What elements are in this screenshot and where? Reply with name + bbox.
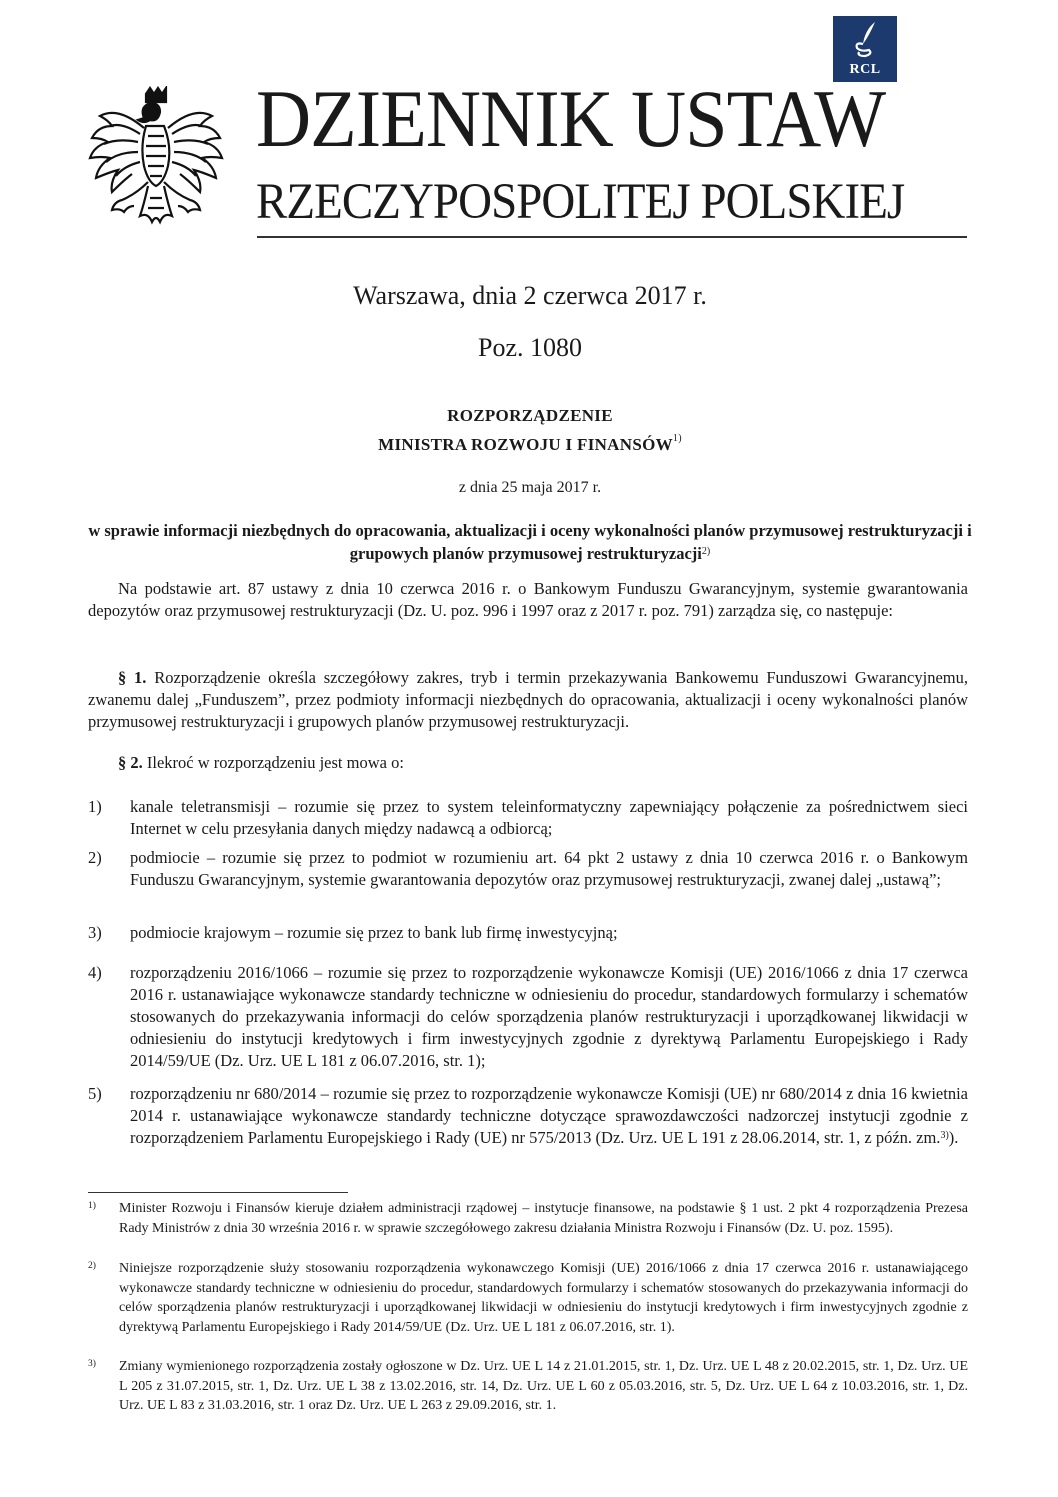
rcl-logo-label: RCL [849, 62, 881, 77]
preamble [88, 578, 968, 622]
definition-item [88, 796, 968, 840]
footnote-ref-1[interactable]: 1) [672, 433, 682, 444]
position-number: Poz. 1080 [478, 333, 582, 362]
item-text-tail: ). [948, 1128, 959, 1147]
act-date: z dnia 25 maja 2017 r. [458, 479, 602, 496]
item-text: rozporządzeniu nr 680/2014 – rozumie się przez to rozporządzenie wykonawcze Komisji (UE) nr 680/2014 z dnia 16 kwietnia 2014 r. ustanawiające wykonawcze standardy techniczne dotyczące sprawozdawczości nadzorczej instytucji zgodnie z rozporządzeniem Parlamentu Europejskiego i Rady (UE) nr 575/2013 (Dz. Urz. UE L 191 z 28.06.2014, str. 1, z późn. zm. [130, 1084, 968, 1147]
footnote-number: 3) [88, 1359, 96, 1369]
item-number: 5) [88, 1084, 102, 1103]
footnote-ref-3[interactable]: 3) [940, 1130, 949, 1141]
act-issuer [80, 435, 980, 455]
publication-date: Warszawa, dnia 2 czerwca 2017 r. [353, 281, 707, 310]
item-number: 3) [88, 923, 102, 942]
footnote-text: Minister Rozwoju i Finansów kieruje działem administracji rządowej – instytucje finansowe, na podstawie § 1 ust. 2 pkt 4 rozporządzenia Prezesa Rady Ministrów z dnia 30 września 2016 r. w sprawie szczegółowego zakresu działania Ministra Rozwoju i Finansów (Dz. U. poz. 1595). [119, 1201, 968, 1236]
polish-eagle-emblem-icon [88, 86, 224, 226]
item-text-wrapper [130, 1083, 968, 1149]
definition-item [88, 1083, 968, 1149]
definition-item [88, 922, 968, 944]
act-subject [80, 519, 980, 565]
item-number: 2) [88, 848, 102, 867]
footnote-number: 2) [88, 1261, 96, 1271]
item-number: 4) [88, 963, 102, 982]
footnote-number: 1) [88, 1201, 96, 1211]
journal-subtitle: RZECZYPOSPOLITEJ POLSKIEJ [256, 174, 905, 230]
item-text: podmiocie – rozumie się przez to podmiot w rozumieniu art. 64 pkt 2 ustawy z dnia 10 czerwca 2016 r. o Bankowym Funduszu Gwarancyjnym, systemie gwarantowania depozytów oraz przymusowej restrukturyzacji, zwanej dalej „ustawą”; [130, 848, 968, 889]
footnote-divider [88, 1192, 348, 1193]
paragraph-1-text: Rozporządzenie określa szczegółowy zakres, tryb i termin przekazywania Bankowemu Funduszowi Gwarancyjnemu, zwanemu dalej „Funduszem”, przez podmioty informacji niezbędnych do opracowania, aktualizacji i oceny wykonalności planów przymusowej restrukturyzacji i grupowych planów przymusowej restrukturyzacji. [88, 668, 968, 731]
item-text: kanale teletransmisji – rozumie się przez to system teleinformatyczny zapewniający połączenie za pośrednictwem sieci Internet w celu przesyłania danych między nadawcą a odbiorcą; [130, 797, 968, 838]
paragraph-1-label: § 1. [118, 668, 147, 687]
footnote-ref-2[interactable]: 2) [701, 546, 711, 557]
item-text: podmiocie krajowym – rozumie się przez to bank lub firmę inwestycyjną; [130, 923, 618, 942]
footnote [88, 1199, 968, 1238]
quill-icon [851, 20, 881, 60]
preamble-text: Na podstawie art. 87 ustawy z dnia 10 czerwca 2016 r. o Bankowym Funduszu Gwarancyjnym, systemie gwarantowania depozytów oraz przymusowej restrukturyzacji (Dz. U. poz. 996 i 1997 oraz z 2017 r. poz. 791) zarządza się, co następuje: [88, 579, 968, 620]
footnote [88, 1357, 968, 1416]
item-number: 1) [88, 797, 102, 816]
footnote-text: Zmiany wymienionego rozporządzenia zostały ogłoszone w Dz. Urz. UE L 14 z 21.01.2015, str. 1, Dz. Urz. UE L 48 z 20.02.2015, str. 1, Dz. Urz. UE L 205 z 31.07.2015, str. 1, Dz. Urz. UE L 38 z 13.02.2016, str. 14, Dz. Urz. UE L 60 z 05.03.2016, str. 5, Dz. Urz. UE L 64 z 10.03.2016, str. 1, Dz. Urz. UE L 83 z 31.03.2016, str. 1 oraz Dz. Urz. UE L 263 z 29.09.2016, str. 1. [119, 1359, 968, 1413]
paragraph-2-text: Ilekroć w rozporządzeniu jest mowa o: [146, 753, 404, 772]
item-text: rozporządzeniu 2016/1066 – rozumie się przez to rozporządzenie wykonawcze Komisji (UE) 2016/1066 z dnia 17 czerwca 2016 r. ustanawiające wykonawcze standardy techniczne w odniesieniu do procedur, standardowych formularzy i schematów stosowanych do przekazywania informacji do celów sporządzenia planów restrukturyzacji i uporządkowanej likwidacji w odniesieniu do instytucji kredytowych i firm inwestycyjnych zgodnie z dyrektywą Parlamentu Europejskiego i Rady 2014/59/UE (Dz. Urz. UE L 181 z 06.07.2016, str. 1); [130, 963, 968, 1070]
definition-item [88, 962, 968, 1072]
footnote [88, 1259, 968, 1337]
act-subject-text: w sprawie informacji niezbędnych do opracowania, aktualizacji i oceny wykonalności planów przymusowej restrukturyzacji i grupowych planów przymusowej restrukturyzacji [88, 521, 972, 563]
header-divider [257, 236, 967, 238]
act-issuer-text: MINISTRA ROZWOJU I FINANSÓW [378, 435, 673, 454]
paragraph-2-label: § 2. [118, 753, 143, 772]
journal-title: DZIENNIK USTAW [256, 73, 886, 164]
footnote-text: Niniejsze rozporządzenie służy stosowaniu rozporządzenia wykonawczego Komisji (UE) 2016/1066 z dnia 17 czerwca 2016 r. ustanawiającego wykonawcze standardy techniczne w odniesieniu do procedur, standardowych formularzy i schematów stosowanych do przekazywania informacji do celów sporządzenia planów restrukturyzacji i uporządkowanej likwidacji w odniesieniu do instytucji kredytowych i firm inwestycyjnych zgodnie z dyrektywą Parlamentu Europejskiego i Rady 2014/59/UE (Dz. Urz. UE L 181 z 06.07.2016, str. 1). [119, 1261, 968, 1335]
paragraph-1 [88, 667, 968, 733]
definition-item [88, 847, 968, 891]
act-type: ROZPORZĄDZENIE [447, 406, 613, 425]
paragraph-2 [88, 752, 968, 774]
